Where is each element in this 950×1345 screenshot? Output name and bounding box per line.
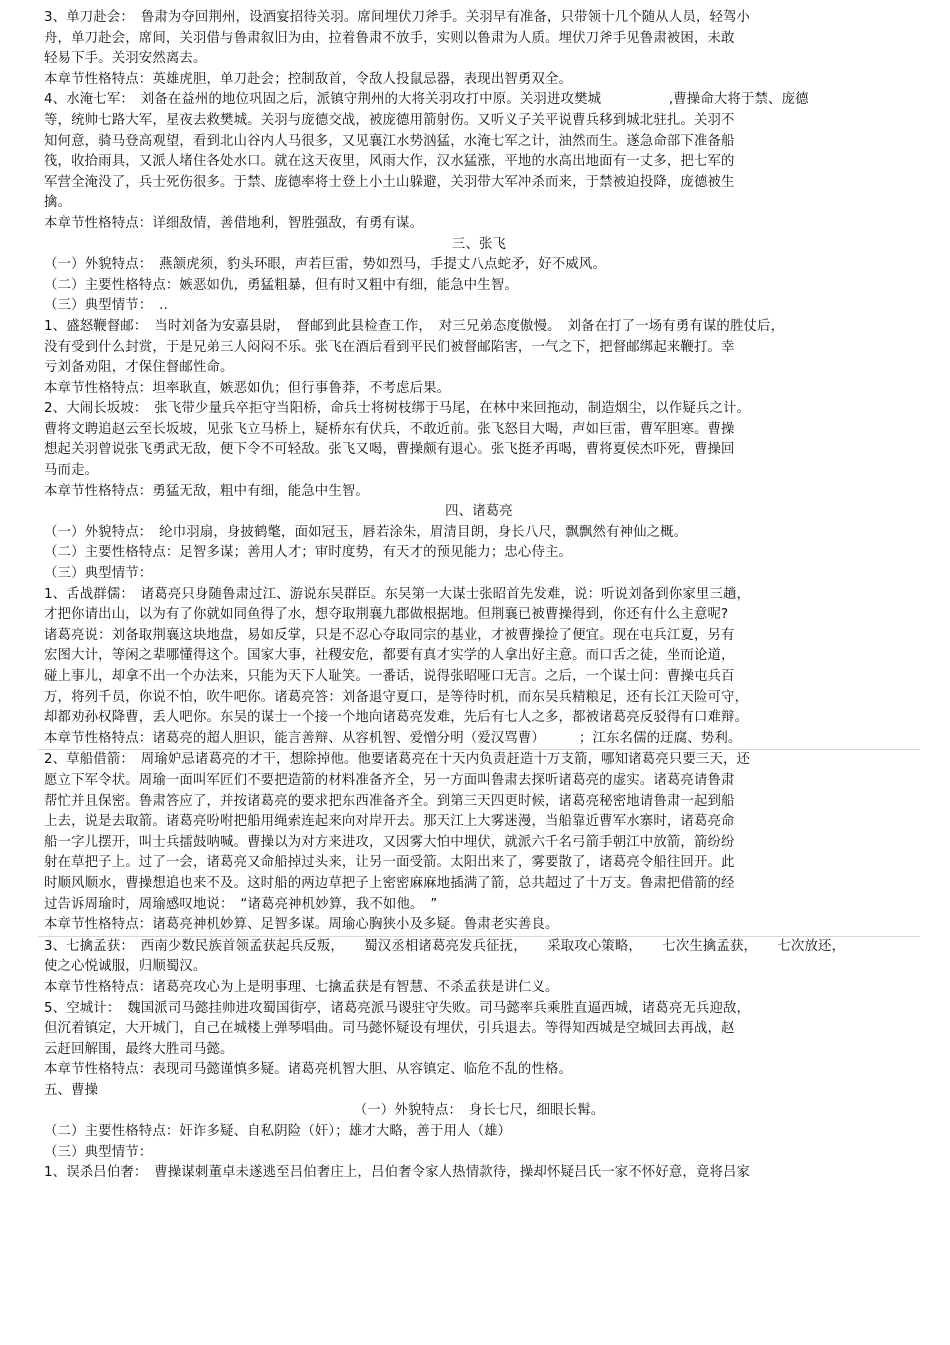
text-line: 本章节性格特点：英雄虎胆，单刀赴会；控制敌首，令敌人投鼠忌器，表现出智勇双全。	[44, 71, 573, 87]
text-line: 1、舌战群儒： 诸葛亮只身随鲁肃过江、游说东吴群臣。东吴第一大谋士张昭首先发难，说：听说刘备到你家里三趟，	[44, 586, 751, 602]
text-line: 擒。	[44, 195, 72, 211]
text-line: 云赶回解围，最终大胜司马懿。	[44, 1041, 234, 1057]
text-line: 2、草船借箭： 周瑜妒忌诸葛亮的才干，想除掉他。他要诸葛亮在十天内负责赶造十万支箭，哪知诸葛亮只要三天，还	[44, 752, 751, 768]
text-line: 1、误杀吕伯奢： 曹操谋刺董卓未遂逃至吕伯奢庄上，吕伯奢令家人热情款待，操却怀疑吕氏一家不怀好意，竟将吕家	[44, 1165, 751, 1181]
text-line: 但沉着镇定，大开城门，自己在城楼上弹琴唱曲。司马懿怀疑设有埋伏，引兵退去。等得知西城是空城回去再战，赵	[44, 1021, 735, 1037]
text-line: 想起关羽曾说张飞勇武无敌，便下令不可轻敌。张飞又喝，曹操颇有退心。张飞挺矛再喝，曹将夏侯杰吓死，曹操回	[44, 442, 735, 458]
text-line: 五、曹操	[44, 1082, 99, 1098]
text-line: 碰上事儿，却拿不出一个办法来，只能为天下人耻笑。一番话，说得张昭哑口无言。之后，一个谋士问：曹操屯兵百	[44, 669, 735, 684]
text-line: 3、单刀赴会： 鲁肃为夺回荆州，设酒宴招待关羽。席间埋伏刀斧手。关羽早有准备，只带领十几个随从人员，轻驾小	[44, 10, 751, 25]
text-line: 没有受到什么封赏，于是兄弟三人闷闷不乐。张飞在酒后看到平民们被督邮陷害，一气之下，把督邮绑起来鞭打。幸	[44, 339, 735, 355]
text-line: 却都劝孙权降曹，丢人吧你。东吴的谋士一个接一个地向诸葛亮发难，先后有七人之多，都被诸葛亮反驳得有口难辩。	[44, 710, 749, 726]
text-line: 使之心悦诚服，归顺蜀汉。	[44, 959, 207, 975]
section-heading: 四、诸葛亮	[445, 504, 513, 520]
text-line: （三）典型情节：	[44, 1144, 153, 1160]
text-line: （一）外貌特点： 纶巾羽扇，身披鹤氅，面如冠玉，唇若涂朱，眉清目朗，身长八尺，飘飘然有神仙之概。	[44, 524, 688, 540]
text-line: 马而走。	[44, 463, 99, 479]
text-line: （二）主要性格特点：足智多谋；善用人才；审时度势，有天才的预见能力；忠心侍主。	[44, 545, 573, 561]
text-line: 筏，收拾雨具，又派人堵住各处水口。就在这天夜里，风雨大作，汉水猛涨，平地的水高出地面有一丈多，把七军的	[44, 154, 735, 170]
text-line: （三）典型情节： ..	[44, 298, 168, 314]
text-line: 万，将列千员，你说不怕，吹牛吧你。诸葛亮答：刘备退守夏口，是等待时机，而东吴兵精粮足，还有长江天险可守，	[44, 689, 749, 705]
text-line: （二）主要性格特点：嫉恶如仇，勇猛粗暴，但有时又粗中有细，能急中生智。	[44, 277, 518, 293]
text-line: 亏刘备劝阻，才保住督邮性命。	[44, 360, 234, 376]
text-line: 曹将文聘追赵云至长坂坡，见张飞立马桥上，疑桥东有伏兵，不敢近前。张飞怒目大喝，声如巨雷，曹军胆寒。曹操	[44, 421, 735, 437]
text-line: 知何意，骑马登高观望，看到北山谷内人马很多，又见襄江水势汹猛，水淹七军之计，油然而生。遂急命部下准备船	[44, 133, 735, 149]
text-line: 上去，说是去取箭。诸葛亮吩咐把船用绳索连起来向对岸开去。那天江上大雾迷漫，当船靠近曹军水寨时，诸葛亮命	[44, 814, 735, 830]
text-line: 3、七擒孟获： 西南少数民族首领孟获起兵反叛， 蜀汉丞相诸葛亮发兵征抚， 采取攻心策略， 七次生擒孟获， 七次放还，	[44, 938, 846, 954]
text-line: 诸葛亮说：刘备取荆襄这块地盘，易如反掌，只是不忍心夺取同宗的基业，才被曹操捡了便宜。现在屯兵江夏，另有	[44, 627, 735, 643]
text-line: 本章节性格特点：诸葛亮神机妙算、足智多谋。周瑜心胸狭小及多疑。鲁肃老实善良。	[44, 917, 559, 933]
text-line: （一）外貌特点： 燕颔虎须，豹头环眼，声若巨雷，势如烈马，手提丈八点蛇矛，好不威风。	[44, 257, 607, 273]
text-line: 射在草把子上。过了一会，诸葛亮又命船掉过头来，让另一面受箭。太阳出来了，雾要散了，诸葛亮令船往回开。此	[44, 855, 735, 871]
text-line: 等，统帅七路大军，星夜去救樊城。关羽与庞德交战，被庞德用箭射伤。又听义子关平说曹兵移到城北驻扎。关羽不	[44, 112, 735, 128]
text-line: 1、盛怒鞭督邮： 当时刘备为安嘉县尉， 督邮到此县检查工作， 对三兄弟态度傲慢。 刘备在打了一场有勇有谋的胜仗后，	[44, 318, 785, 334]
section-heading: （一）外貌特点： 身长七尺，细眼长髯。	[353, 1103, 605, 1119]
section-heading: 三、张飞	[451, 236, 507, 252]
text-line: 舟，单刀赴会，席间，关羽借与鲁肃叙旧为由，拉着鲁肃不放手，实则以鲁肃为人质。埋伏刀斧手见鲁肃被困，未敢	[44, 30, 735, 46]
text-line: 宏图大计，等闲之辈哪懂得这个。国家大事，社稷安危，都要有真才实学的人拿出好主意。而口舌之徒，坐而论道，	[44, 648, 735, 664]
text-line: 本章节性格特点：诸葛亮的超人胆识，能言善辩、从容机智、爱憎分明（爱汉骂曹） ；江东名儒的迂腐、势利。	[44, 730, 742, 746]
text-line: 4、水淹七军： 刘备在益州的地位巩固之后，派镇守荆州的大将关羽攻打中原。关羽进攻樊城 ,曹操命大将于禁、庞德	[44, 92, 809, 108]
text-line: 时顺风顺水，曹操想追也来不及。这时船的两边草把子上密密麻麻地插满了箭，总共超过了十万支。鲁肃把借箭的经	[44, 875, 735, 891]
text-line: 本章节性格特点：坦率耿直，嫉恶如仇；但行事鲁莽，不考虑后果。	[44, 380, 451, 396]
text-line: 本章节性格特点：详细敌情，善借地利，智胜强敌，有勇有谋。	[44, 215, 424, 231]
text-line: 2、大闹长坂坡： 张飞带少量兵卒拒守当阳桥，命兵士将树枝绑于马尾，在林中来回拖动，制造烟尘，以作疑兵之计。	[44, 401, 751, 417]
text-line: 5、空城计： 魏国派司马懿挂帅进攻蜀国街亭，诸葛亮派马谡驻守失败。司马懿率兵乘胜直逼西城，诸葛亮无兵迎敌，	[44, 1000, 751, 1016]
text-line: 本章节性格特点：勇猛无敌，粗中有细，能急中生智。	[44, 483, 369, 499]
document-page	[44, 8, 914, 1184]
text-line: 本章节性格特点：诸葛亮攻心为上是明事理、七擒孟获是有智慧、不杀孟获是讲仁义。	[44, 979, 559, 995]
text-line: （三）典型情节：	[44, 566, 153, 582]
text-line: 过告诉周瑜时，周瑜感叹地说： “诸葛亮神机妙算，我不如他。 ”	[44, 896, 438, 912]
text-line: 才把你请出山，以为有了你就如同鱼得了水，想夺取荆襄九郡做根据地。但荆襄已被曹操得到，你还有什么主意呢?	[44, 607, 729, 623]
text-line: 船一字儿摆开，叫士兵擂鼓呐喊。曹操以为对方来进攻，又因雾大怕中埋伏，就派六千名弓箭手朝江中放箭，箭纷纷	[44, 834, 735, 850]
text-line: 本章节性格特点：表现司马懿谨慎多疑。诸葛亮机智大胆、从容镇定、临危不乱的性格。	[44, 1062, 573, 1078]
text-line: （二）主要性格特点：奸诈多疑、自私阴险（奸）；雄才大略，善于用人（雄）	[44, 1124, 512, 1140]
text-line: 愿立下军令状。周瑜一面叫军匠们不要把造箭的材料准备齐全，另一方面叫鲁肃去探听诸葛亮的虚实。诸葛亮请鲁肃	[44, 772, 735, 788]
text-line: 轻易下手。关羽安然离去。	[44, 51, 207, 67]
text-line: 军营全淹没了，兵士死伤很多。于禁、庞德率将士登上小土山躲避，关羽带大军冲杀而来，于禁被迫投降，庞德被生	[44, 174, 735, 190]
text-line: 帮忙并且保密。鲁肃答应了，并按诸葛亮的要求把东西准备齐全。到第三天四更时候，诸葛亮秘密地请鲁肃一起到船	[44, 793, 735, 809]
